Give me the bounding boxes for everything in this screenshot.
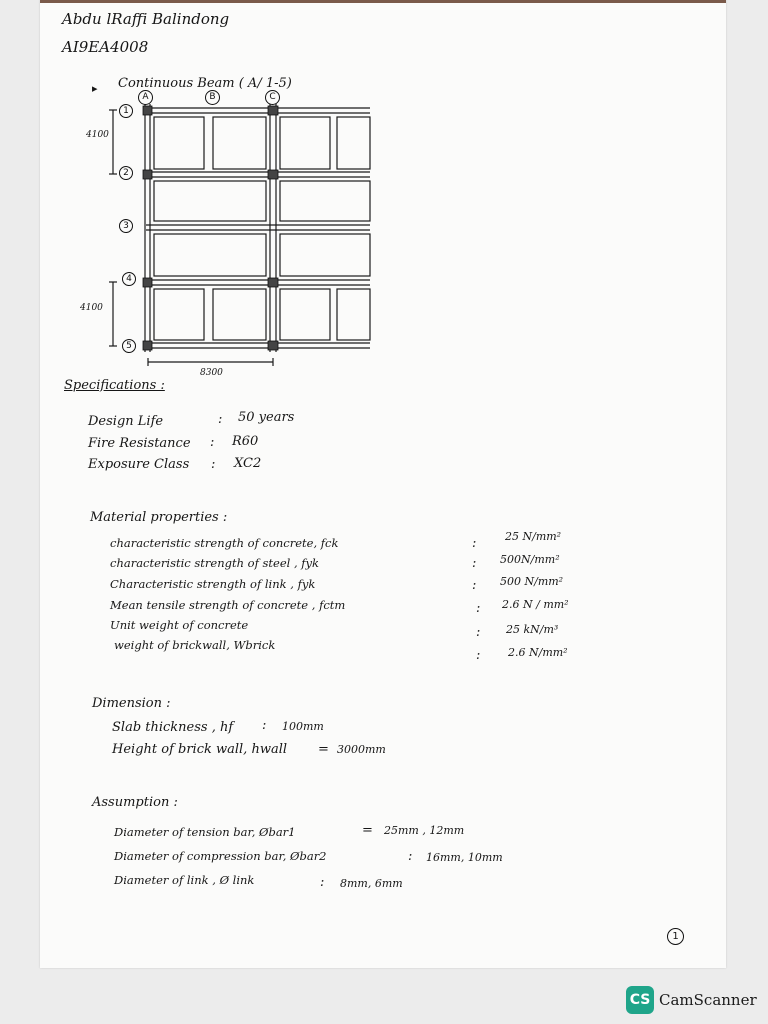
material-value: 25 kN/m³ — [506, 623, 559, 636]
spec-label: Fire Resistance — [88, 436, 191, 451]
grid-label-4: 4 — [122, 272, 136, 286]
material-label: Characteristic strength of link , fyk — [110, 577, 316, 591]
dimension-sep: : — [262, 718, 267, 733]
floor-plan-drawing — [0, 0, 768, 400]
assumption-sep: = — [362, 823, 373, 838]
assumption-sep: : — [320, 875, 325, 890]
assumption-value: 16mm, 10mm — [426, 851, 503, 864]
material-heading: Material properties : — [90, 510, 228, 525]
grid-label-c: C — [265, 90, 280, 105]
material-label: characteristic strength of steel , fyk — [110, 556, 320, 570]
material-label: Mean tensile strength of concrete , fctm — [110, 598, 346, 612]
dimension-span: 8300 — [200, 368, 223, 378]
assumption-heading: Assumption : — [92, 795, 178, 810]
material-value: 25 N/mm² — [505, 530, 562, 543]
assumption-sep: : — [408, 849, 413, 864]
material-sep: : — [476, 625, 481, 640]
camscanner-logo: CS — [626, 986, 654, 1014]
material-value: 2.6 N / mm² — [502, 598, 569, 611]
spec-sep: : — [211, 457, 216, 472]
grid-label-a: A — [138, 90, 153, 105]
bullet-marker: ▸ — [92, 82, 98, 95]
dimension-value: 100mm — [282, 720, 324, 733]
camscanner-label: CamScanner — [659, 991, 757, 1009]
author-name: Abdu lRaffi Balindong — [62, 10, 230, 28]
spec-label: Design Life — [88, 414, 164, 429]
drawing-title: Continuous Beam ( A/ 1-5) — [118, 76, 292, 91]
assumption-value: 8mm, 6mm — [340, 877, 403, 890]
grid-label-2: 2 — [119, 166, 133, 180]
dimension-heading: Dimension : — [92, 696, 171, 711]
dimension-top: 4100 — [86, 130, 109, 140]
dimension-bottom: 4100 — [80, 303, 103, 313]
specifications-heading: Specifications : — [64, 378, 165, 393]
spec-value: R60 — [232, 434, 259, 449]
dimension-label: Slab thickness , hf — [112, 720, 234, 735]
material-sep: : — [472, 556, 477, 571]
material-sep: : — [476, 601, 481, 616]
assumption-label: Diameter of link , Ø link — [114, 873, 255, 887]
dimension-sep: = — [318, 742, 329, 757]
material-sep: : — [472, 578, 477, 593]
spec-label: Exposure Class — [88, 457, 190, 472]
spec-value: 50 years — [238, 410, 295, 425]
grid-label-b: B — [205, 90, 220, 105]
grid-label-1: 1 — [119, 104, 133, 118]
material-sep: : — [472, 536, 477, 551]
material-label: characteristic strength of concrete, fck — [110, 536, 339, 550]
material-label: weight of brickwall, Wbrick — [114, 638, 276, 652]
dimension-value: 3000mm — [337, 743, 386, 756]
grid-label-5: 5 — [122, 339, 136, 353]
assumption-label: Diameter of compression bar, Øbar2 — [114, 849, 327, 863]
spec-sep: : — [210, 435, 215, 450]
material-sep: : — [476, 648, 481, 663]
grid-label-3: 3 — [119, 219, 133, 233]
material-label: Unit weight of concrete — [110, 618, 249, 632]
material-value: 2.6 N/mm² — [508, 646, 568, 659]
spec-sep: : — [218, 412, 223, 427]
assumption-label: Diameter of tension bar, Øbar1 — [114, 825, 296, 839]
dimension-label: Height of brick wall, hwall — [112, 742, 288, 757]
material-value: 500 N/mm² — [500, 575, 564, 588]
page-number: 1 — [667, 928, 684, 945]
spec-value: XC2 — [234, 456, 262, 471]
assumption-value: 25mm , 12mm — [384, 824, 465, 837]
material-value: 500N/mm² — [500, 553, 560, 566]
student-id: AI9EA4008 — [62, 38, 149, 56]
